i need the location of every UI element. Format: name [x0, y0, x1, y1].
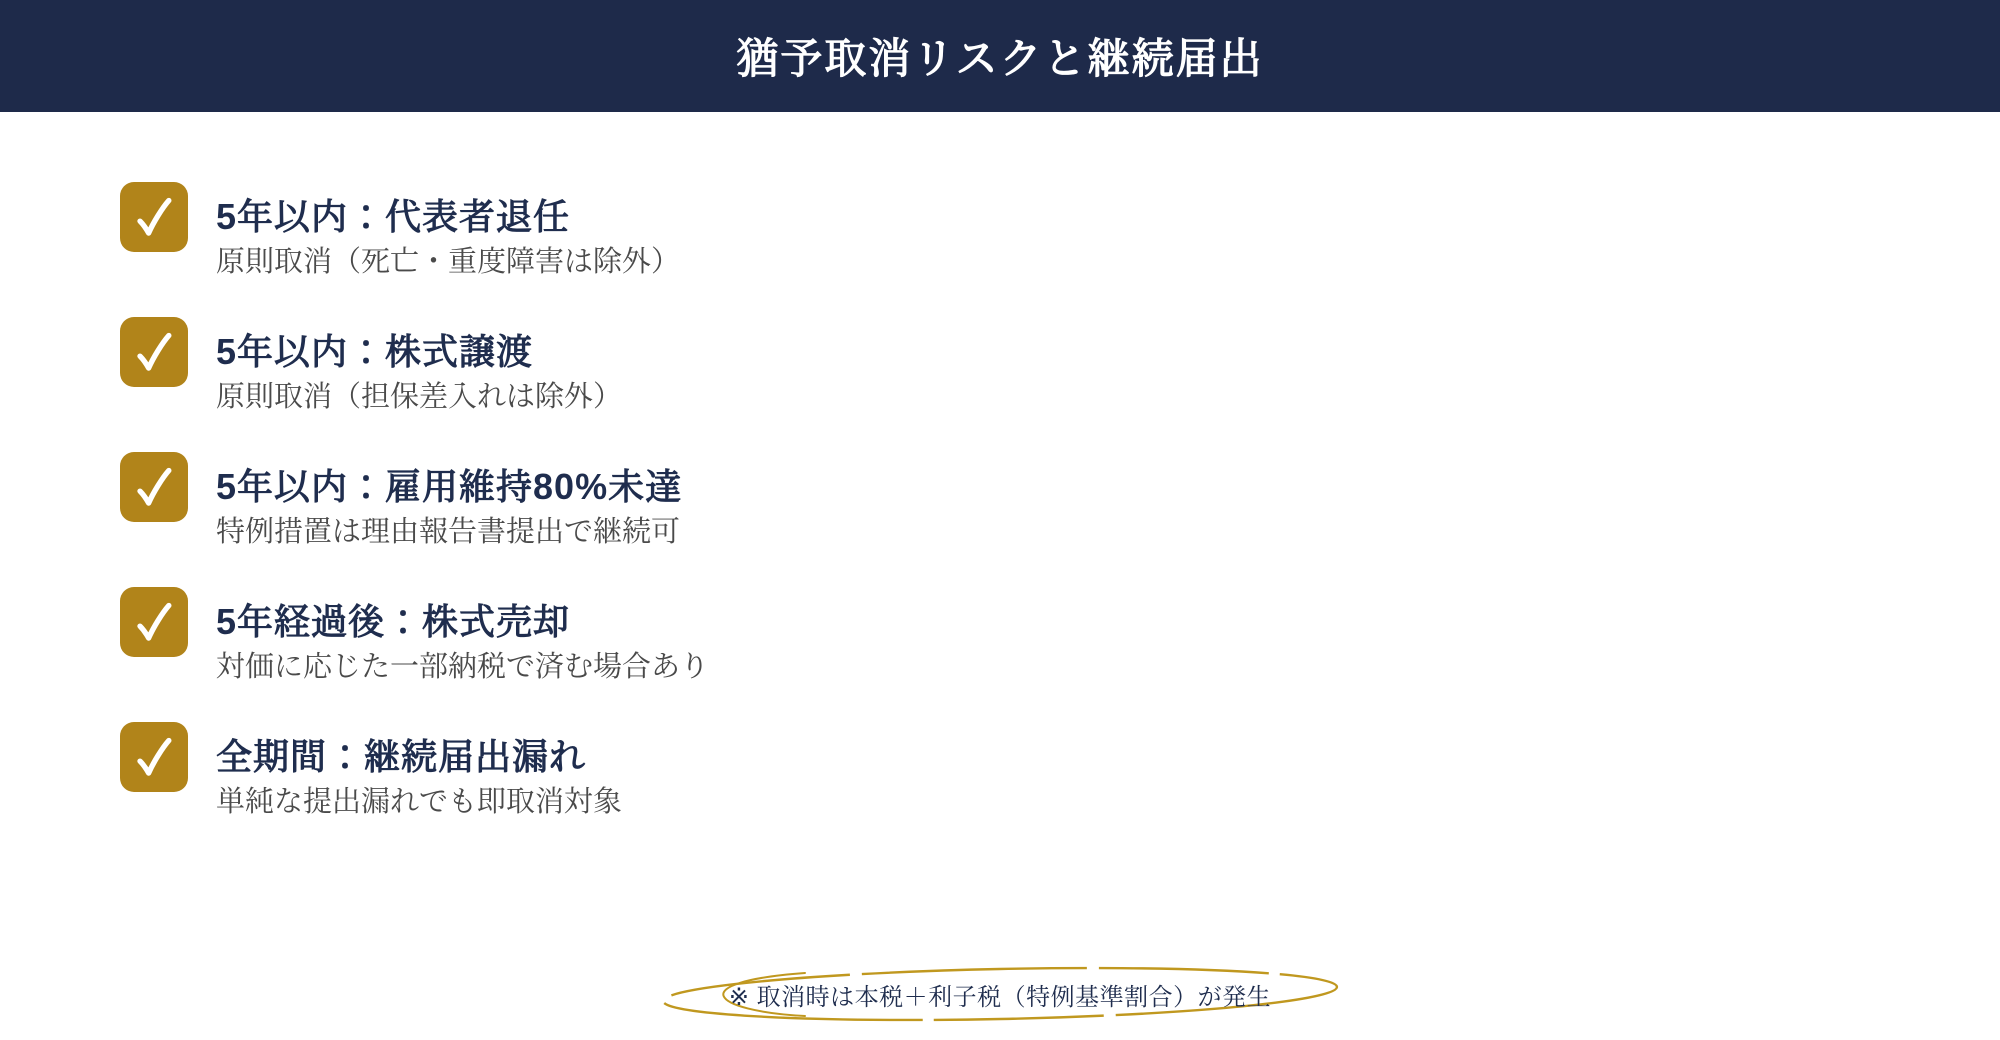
header-bar — [0, 0, 2000, 112]
checklist-item — [120, 722, 2000, 825]
checkmark-icon — [126, 459, 182, 515]
footnote-area — [0, 962, 2000, 1026]
item-subtitle: 特例措置は理由報告書提出で継続可 — [216, 516, 681, 548]
checkbox-icon — [120, 182, 188, 252]
item-text — [216, 330, 622, 420]
checkbox-icon — [120, 317, 188, 387]
footnote — [655, 962, 1345, 1026]
item-subtitle: 原則取消（死亡・重度障害は除外） — [216, 246, 681, 278]
checkmark-icon — [126, 594, 182, 650]
item-title: 5年以内：代表者退任 — [216, 196, 571, 237]
item-text — [216, 600, 709, 690]
checklist-item — [120, 587, 2000, 690]
item-title: 5年経過後：株式売却 — [216, 601, 571, 642]
checklist-item — [120, 452, 2000, 555]
item-title: 5年以内：株式譲渡 — [216, 331, 534, 372]
checkbox-icon — [120, 452, 188, 522]
item-subtitle: 単純な提出漏れでも即取消対象 — [216, 786, 623, 818]
footnote-text: ※ 取消時は本税＋利子税（特例基準割合）が発生 — [728, 983, 1272, 1011]
checkbox-icon — [120, 587, 188, 657]
checkmark-icon — [126, 324, 182, 380]
page-title: 猶予取消リスクと継続届出 — [736, 35, 1264, 82]
checklist-items — [120, 182, 2000, 825]
item-text — [216, 465, 682, 555]
item-title: 全期間：継続届出漏れ — [216, 736, 587, 777]
checkmark-icon — [126, 189, 182, 245]
checklist-item — [120, 182, 2000, 285]
checklist-item — [120, 317, 2000, 420]
item-text — [216, 195, 680, 285]
item-text — [216, 735, 622, 825]
item-title: 5年以内：雇用維持80%未達 — [216, 466, 683, 507]
item-subtitle: 対価に応じた一部納税で済む場合あり — [216, 651, 710, 683]
item-subtitle: 原則取消（担保差入れは除外） — [216, 381, 623, 413]
checkmark-icon — [126, 729, 182, 785]
checklist — [0, 112, 2000, 825]
checkbox-icon — [120, 722, 188, 792]
